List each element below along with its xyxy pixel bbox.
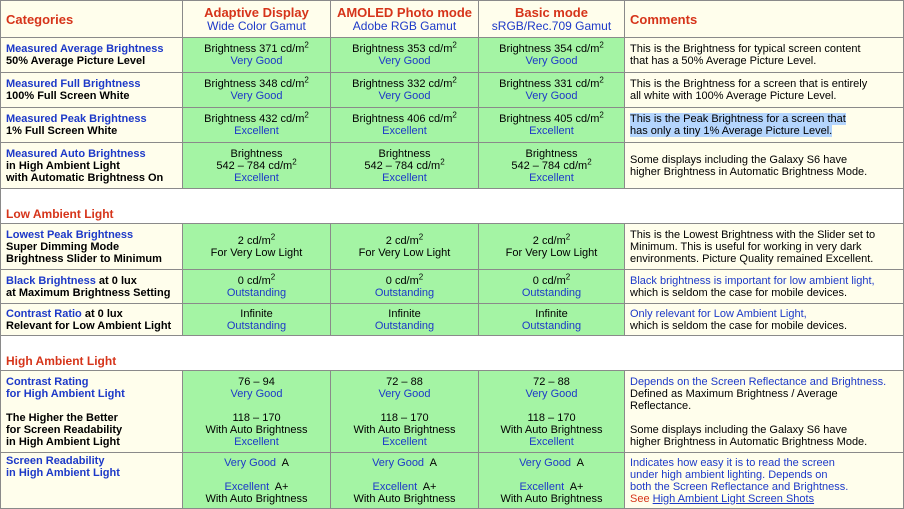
- section-title-low: Low Ambient Light: [1, 189, 904, 224]
- header-comments: Comments: [625, 1, 904, 38]
- cell-adaptive: 2 $cd/m^2$ For Very Low Light: [183, 224, 331, 270]
- row-comment: This is the Brightness for typical screen content that has a 50% Average Picture Level.: [625, 38, 904, 73]
- row-comment: This is the Brightness for a screen that is entirely all white with 100% Average Picture Level.: [625, 73, 904, 108]
- table-row: [1, 371, 904, 453]
- cell-adaptive: 76 – 94 Very Good 118 – 170 With Auto Brightness Excellent: [183, 371, 331, 453]
- row-comment: Black brightness is important for low ambient light, which is seldom the case for mobile devices.: [625, 270, 904, 304]
- header-row: [1, 1, 904, 38]
- cell-basic: Brightness 542 – 784 $cd/m^2$ Excellent: [479, 143, 625, 189]
- header-amoled-photo: AMOLED Photo mode Adobe RGB Gamut: [331, 1, 479, 38]
- header-adaptive-display: Adaptive Display Wide Color Gamut: [183, 1, 331, 38]
- cell-adaptive: Brightness 542 – 784 $cd/m^2$ Excellent: [183, 143, 331, 189]
- row-category: Lowest Peak Brightness Super Dimming Mode Brightness Slider to Minimum: [1, 224, 183, 270]
- row-comment: [625, 108, 904, 143]
- row-comment: Only relevant for Low Ambient Light, which is seldom the case for mobile devices.: [625, 304, 904, 336]
- selected-text[interactable]: has only a tiny 1% Average Picture Level.: [630, 125, 833, 137]
- cell-basic: 72 – 88 Very Good 118 – 170 With Auto Brightness Excellent: [479, 371, 625, 453]
- table-row: [1, 143, 904, 189]
- cell-amoled: Brightness 406 $cd/m^2$ Excellent: [331, 108, 479, 143]
- cell-adaptive: Brightness 348 $cd/m^2$ Very Good: [183, 73, 331, 108]
- section-title-high: High Ambient Light: [1, 336, 904, 371]
- cell-amoled: Infinite Outstanding: [331, 304, 479, 336]
- cell-adaptive: Very Good A Excellent A+ With Auto Brightness: [183, 453, 331, 509]
- cell-adaptive: Infinite Outstanding: [183, 304, 331, 336]
- row-comment: Some displays including the Galaxy S6 have higher Brightness in Automatic Brightness Mode.: [625, 143, 904, 189]
- header-categories: Categories: [1, 1, 183, 38]
- cell-amoled: 2 $cd/m^2$ For Very Low Light: [331, 224, 479, 270]
- row-category: Black Brightness at 0 lux at Maximum Brightness Setting: [1, 270, 183, 304]
- cell-basic: Brightness 354 $cd/m^2$ Very Good: [479, 38, 625, 73]
- cell-amoled: Brightness 542 – 784 $cd/m^2$ Excellent: [331, 143, 479, 189]
- cell-amoled: Very Good A Excellent A+ With Auto Brightness: [331, 453, 479, 509]
- selected-text[interactable]: This is the Peak Brightness for a screen that: [630, 113, 846, 125]
- table-row: [1, 270, 904, 304]
- row-category: Contrast Rating for High Ambient Light The Higher the Better for Screen Readability in High Ambient Light: [1, 371, 183, 453]
- row-comment: Indicates how easy it is to read the screen under high ambient lighting. Depends on both the Screen Reflectance and Brightness. See High Ambient Light Screen Shots: [625, 453, 904, 509]
- cell-basic: 0 $cd/m^2$ Outstanding: [479, 270, 625, 304]
- table-row: [1, 453, 904, 509]
- row-category: Measured Full Brightness 100% Full Screen White: [1, 73, 183, 108]
- cell-adaptive: 0 $cd/m^2$ Outstanding: [183, 270, 331, 304]
- cell-basic: Brightness 405 $cd/m^2$ Excellent: [479, 108, 625, 143]
- table-row: [1, 224, 904, 270]
- cell-amoled: 72 – 88 Very Good 118 – 170 With Auto Brightness Excellent: [331, 371, 479, 453]
- table-row: [1, 38, 904, 73]
- row-category: Measured Peak Brightness 1% Full Screen White: [1, 108, 183, 143]
- header-basic-mode: Basic mode sRGB/Rec.709 Gamut: [479, 1, 625, 38]
- cell-amoled: Brightness 353 $cd/m^2$ Very Good: [331, 38, 479, 73]
- section-row: [1, 189, 904, 224]
- section-row: [1, 336, 904, 371]
- cell-basic: Very Good A Excellent A+ With Auto Brightness: [479, 453, 625, 509]
- table-row: [1, 304, 904, 336]
- screen-shots-link[interactable]: High Ambient Light Screen Shots: [652, 492, 815, 505]
- row-category: Measured Auto Brightness in High Ambient Light with Automatic Brightness On: [1, 143, 183, 189]
- cell-basic: Infinite Outstanding: [479, 304, 625, 336]
- cell-adaptive: Brightness 371 $cd/m^2$ Very Good: [183, 38, 331, 73]
- cell-adaptive: Brightness 432 $cd/m^2$ Excellent: [183, 108, 331, 143]
- row-comment: This is the Lowest Brightness with the Slider set to Minimum. This is useful for working in very dark environments. Picture Quality remained Excellent.: [625, 224, 904, 270]
- cell-amoled: 0 $cd/m^2$ Outstanding: [331, 270, 479, 304]
- cell-amoled: Brightness 332 $cd/m^2$ Very Good: [331, 73, 479, 108]
- row-category: Contrast Ratio at 0 lux Relevant for Low Ambient Light: [1, 304, 183, 336]
- cell-basic: Brightness 331 $cd/m^2$ Very Good: [479, 73, 625, 108]
- row-category: Measured Average Brightness 50% Average Picture Level: [1, 38, 183, 73]
- table-row: [1, 73, 904, 108]
- table-row: [1, 108, 904, 143]
- row-category: Screen Readability in High Ambient Light: [1, 453, 183, 509]
- cell-basic: 2 $cd/m^2$ For Very Low Light: [479, 224, 625, 270]
- row-comment: Depends on the Screen Reflectance and Brightness. Defined as Maximum Brightness / Average Reflectance. Some displays including the Galaxy S6 have higher Brightness in Automatic Brightness Mode.: [625, 371, 904, 453]
